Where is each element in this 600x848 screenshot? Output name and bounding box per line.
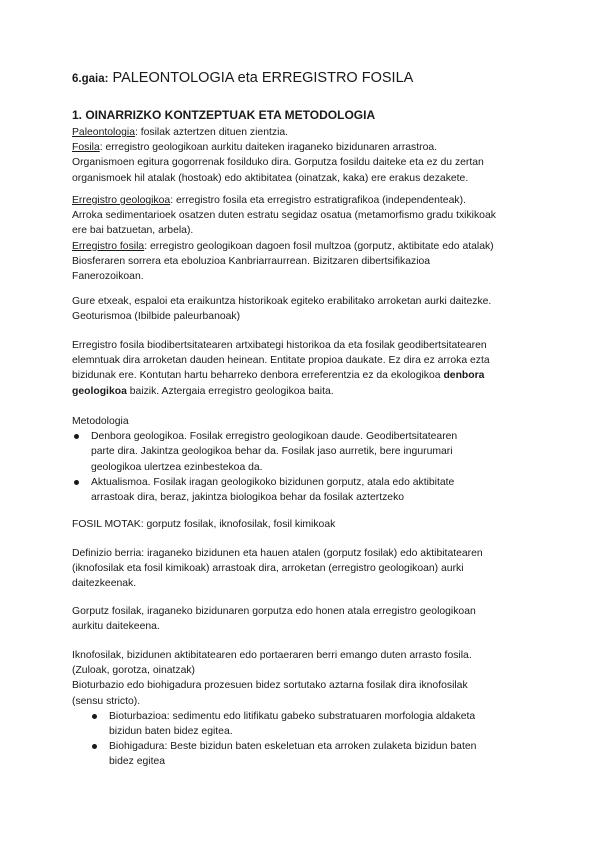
ondarea-line2: elemntuak dira arroketan dauden heinean. Entitate propioa daukate. Ez dira ez arroka ezta	[72, 355, 490, 367]
bullet-icon	[74, 480, 79, 485]
ondarea-block	[72, 338, 542, 399]
fosila-line2: Organismoen egitura gogorrenak fosilduko dira. Gorputza fosildu daiteke eta ez du zertan	[72, 157, 484, 169]
title-prefix: 6.gaia:	[72, 73, 109, 85]
section1-heading: 1. OINARRIZKO KONTZEPTUAK ETA METODOLOGIA	[72, 108, 376, 122]
geo-line2: Arroka sedimentarioek osatzen duten estratu segidaz osatua (metamorfismo gradu txikikoak	[72, 210, 496, 222]
gorputz-line1: Gorputz fosilak, iraganeko bizidunaren gorputza edo honen atala erregistro geologikoan	[72, 606, 476, 617]
gorputz-block	[72, 604, 542, 634]
paleontologia-term: Paleontologia	[72, 127, 135, 138]
motak-block	[72, 517, 542, 532]
ikno-list	[72, 709, 542, 770]
geoturismo-line2: Geoturismoa (Ibilbide paleurbanoak)	[72, 311, 241, 323]
fosila-term: Fosila	[72, 142, 100, 154]
geo-line3: ere bai batzuetan, arbela).	[72, 225, 194, 237]
bullet-icon	[92, 714, 97, 719]
metodologia-block	[72, 414, 542, 505]
ondarea-line4: geologikoa baizik. Aztergaia erregistro geologikoa baita.	[72, 385, 334, 397]
page-title	[72, 70, 413, 86]
definizioa-line1: Definizio berria: iraganeko bizidunen eta hauen atalen (gorputz fosilak) edo aktibitatearen	[72, 548, 483, 559]
ikno-block	[72, 648, 542, 770]
gorputz-line2: aurkitu daitekeena.	[72, 621, 160, 633]
registro-fosila-def: : erregistro geologikoan dagoen fosil multzoa (gorputz, aktibitate edo atalak)	[144, 240, 494, 252]
definitions-block	[72, 125, 542, 186]
fosila-line3: organismoek hil atalak (hostoak) edo aktibitatea (oinatzak, kaka) ere erakus dezakete.	[72, 172, 469, 184]
list-item: Denbora geologikoa. Fosilak erregistro geologikoan daude. Geodibertsitatearen parte dira. Jakintza geologikoa behar da. Fosilak jaso aurretik, bere ingurumari geologikoa ulertzea ezinbestekoa da.	[72, 429, 542, 475]
bullet-icon	[92, 744, 97, 749]
fosila-line	[72, 140, 542, 155]
fos-line2: Biosferaren sorrera eta eboluzioa Kanbriarraurrean. Bizitzaren dibertsifikazioa	[72, 255, 431, 267]
registro-fosila-term: Erregistro fosila	[72, 240, 145, 252]
fosila-reg-line	[72, 239, 542, 254]
metodologia-list	[72, 429, 542, 505]
ikno-line2: (Zuloak, gorotza, oinatzak)	[72, 665, 196, 677]
definizioa-line3: daitezkeenak.	[72, 578, 137, 590]
geoturismo-line1: Gure etxeak, espaloi eta eraikuntza historikoak egiteko erabilitako arroketan aurki daitezke.	[72, 296, 492, 307]
paleontologia-def: : fosilak aztertzen dituen zientzia.	[134, 127, 289, 138]
metodologia-heading: Metodologia	[72, 416, 129, 427]
bold-denbora: denbora	[443, 370, 485, 382]
paleontologia-line	[72, 125, 542, 140]
ikno-line3: Bioturbazio edo biohigadura prozesuen bidez sortutako aztarna fosilak dira iknofosilak	[72, 680, 468, 692]
fosila-def: : erregistro geologikoan aurkitu daiteken iraganeko bizidunaren arrastroa.	[99, 142, 438, 154]
definizioa-line2: (iknofosilak eta fosil kimikoak) arrastoak dira, arroketan (erregistro geologikoan) aurki	[72, 563, 464, 575]
list-item: Biohigadura: Beste bizidun baten eskeletuan eta arroken zulaketa bizidun baten bidez egitea	[90, 739, 542, 769]
ondarea-line1: Erregistro fosila biodibertsitatearen artxibategi historikoa da eta fosilak geodibertsitatearen	[72, 340, 487, 351]
registro-geologikoa-term: Erregistro geologikoa	[72, 195, 171, 206]
list-item: Bioturbazioa: sedimentu edo litifikatu gabeko substratuaren morfologia aldaketa bizidun baten bidez egitea.	[90, 709, 542, 739]
geoturismo-block	[72, 294, 542, 324]
ikno-line4: (sensu stricto).	[72, 695, 141, 707]
registro-geologikoa-def: : erregistro fosila eta erregistro estratigrafikoa (independenteak).	[170, 195, 466, 206]
ikno-line1: Iknofosilak, bizidunen aktibitatearen edo portaeraren berri emango duten arrasto fosila.	[72, 650, 472, 661]
registro-block	[72, 193, 542, 284]
bullet-icon	[74, 434, 79, 439]
bold-geologikoa: geologikoa	[72, 385, 127, 397]
geo-line	[72, 193, 542, 208]
motak-line: FOSIL MOTAK: gorputz fosilak, iknofosilak, fosil kimikoak	[72, 519, 336, 530]
title-main: PALEONTOLOGIA eta ERREGISTRO FOSILA	[112, 70, 414, 86]
ondarea-line3: bizidunak ere. Kontutan hartu beharreko denbora erreferentzia ez da ekologikoa denbora	[72, 370, 485, 382]
definizioa-block	[72, 546, 542, 592]
list-item: Aktualismoa. Fosilak iragan geologikoko bizidunen gorputz, atala edo aktibitate arrastoak dira, beraz, jakintza biologikoa behar da fosilak aztertzeko	[72, 475, 542, 505]
fos-line3: Fanerozoikoan.	[72, 271, 144, 283]
